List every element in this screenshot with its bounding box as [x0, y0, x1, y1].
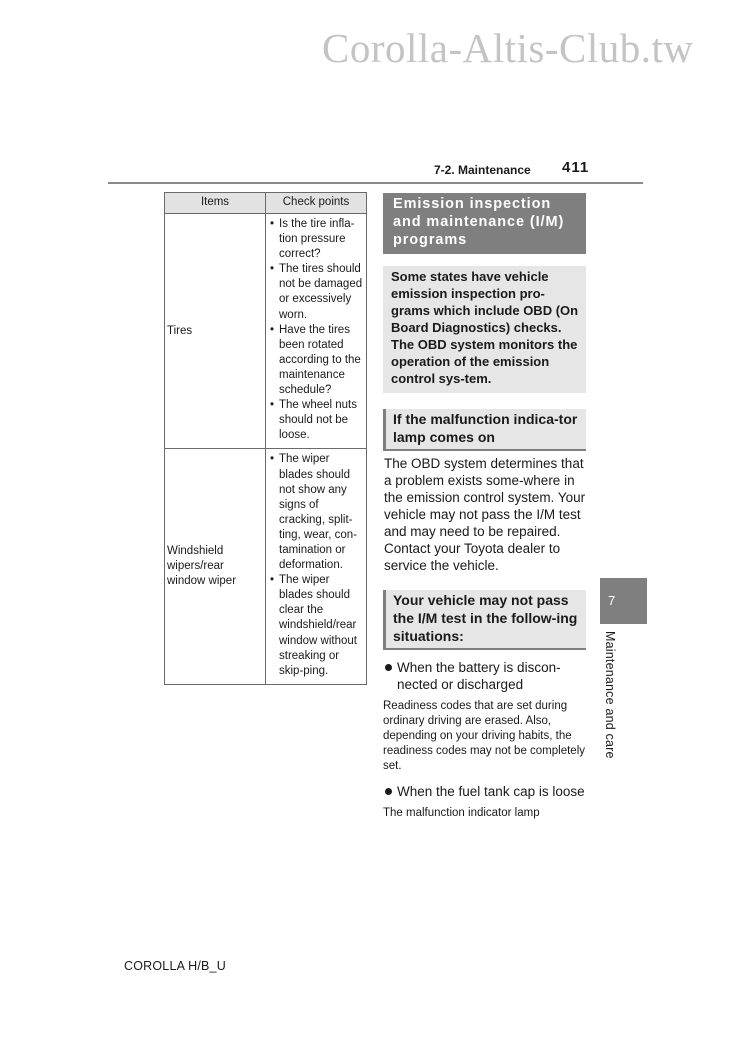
chapter-number: 7: [608, 593, 616, 608]
section-title: Emission inspection and maintenance (I/M) programs: [383, 193, 586, 254]
check-points-table: [164, 192, 367, 685]
header-section-title: 7-2. Maintenance: [434, 163, 531, 177]
check-point-item: • The tires should not be damaged or excessively worn.: [268, 262, 364, 322]
chapter-tab: [600, 578, 647, 624]
check-point-item: • The wiper blades should clear the windshield/rear window without streaking or skip-ping.: [268, 573, 364, 679]
watermark: Corolla-Altis-Club.tw: [322, 25, 694, 71]
check-point-item: • Have the tires been rotated according to the maintenance schedule?: [268, 323, 364, 398]
table-cell-check-points: [266, 449, 367, 684]
table-cell-item: Tires: [165, 214, 266, 449]
chapter-label: Maintenance and care: [603, 631, 617, 759]
subsection-body: The OBD system determines that a problem exists some-where in the emission control system. Your vehicle may not pass the I/M test and may need to be repaired. Contact your Toyota dealer to service the vehicle.: [384, 456, 586, 573]
check-point-item: • The wheel nuts should not be loose.: [268, 398, 364, 443]
situation-note: The malfunction indicator lamp: [383, 807, 540, 819]
column-header-items: Items: [165, 193, 266, 214]
section-intro: Some states have vehicle emission inspection pro-grams which include OBD (On Board Diagnostics) checks. The OBD system monitors the operation of the emission control sys-tem.: [383, 266, 586, 393]
check-point-list: [268, 217, 364, 443]
table-header-row: [165, 193, 367, 214]
check-point-list: [268, 452, 364, 678]
page-number: 411: [562, 159, 590, 176]
table-row: [165, 214, 367, 449]
table-row: [165, 449, 367, 684]
header-rule: [108, 182, 643, 184]
table-cell-item: Windshield wipers/rear window wiper: [165, 449, 266, 684]
footer-model-code: COROLLA H/B_U: [124, 959, 226, 973]
situation-bullet: When the fuel tank cap is loose: [383, 783, 586, 800]
situation-bullet: When the battery is discon-nected or discharged: [383, 659, 586, 693]
emission-section: [383, 193, 586, 821]
column-header-check-points: Check points: [266, 193, 367, 214]
subsection-heading-malfunction-lamp: If the malfunction indica-tor lamp comes on: [383, 409, 586, 451]
check-point-item: • Is the tire infla-tion pressure correct?: [268, 217, 364, 262]
situation-note: Readiness codes that are set during ordinary driving are erased. Also, depending on your driving habits, the readiness codes may not be completely set.: [383, 700, 585, 772]
subsection-heading-may-not-pass: Your vehicle may not pass the I/M test in the follow-ing situations:: [383, 590, 586, 650]
check-point-item: • The wiper blades should not show any signs of cracking, split-ting, wear, con-tamination or deformation.: [268, 452, 364, 573]
table-cell-check-points: [266, 214, 367, 449]
